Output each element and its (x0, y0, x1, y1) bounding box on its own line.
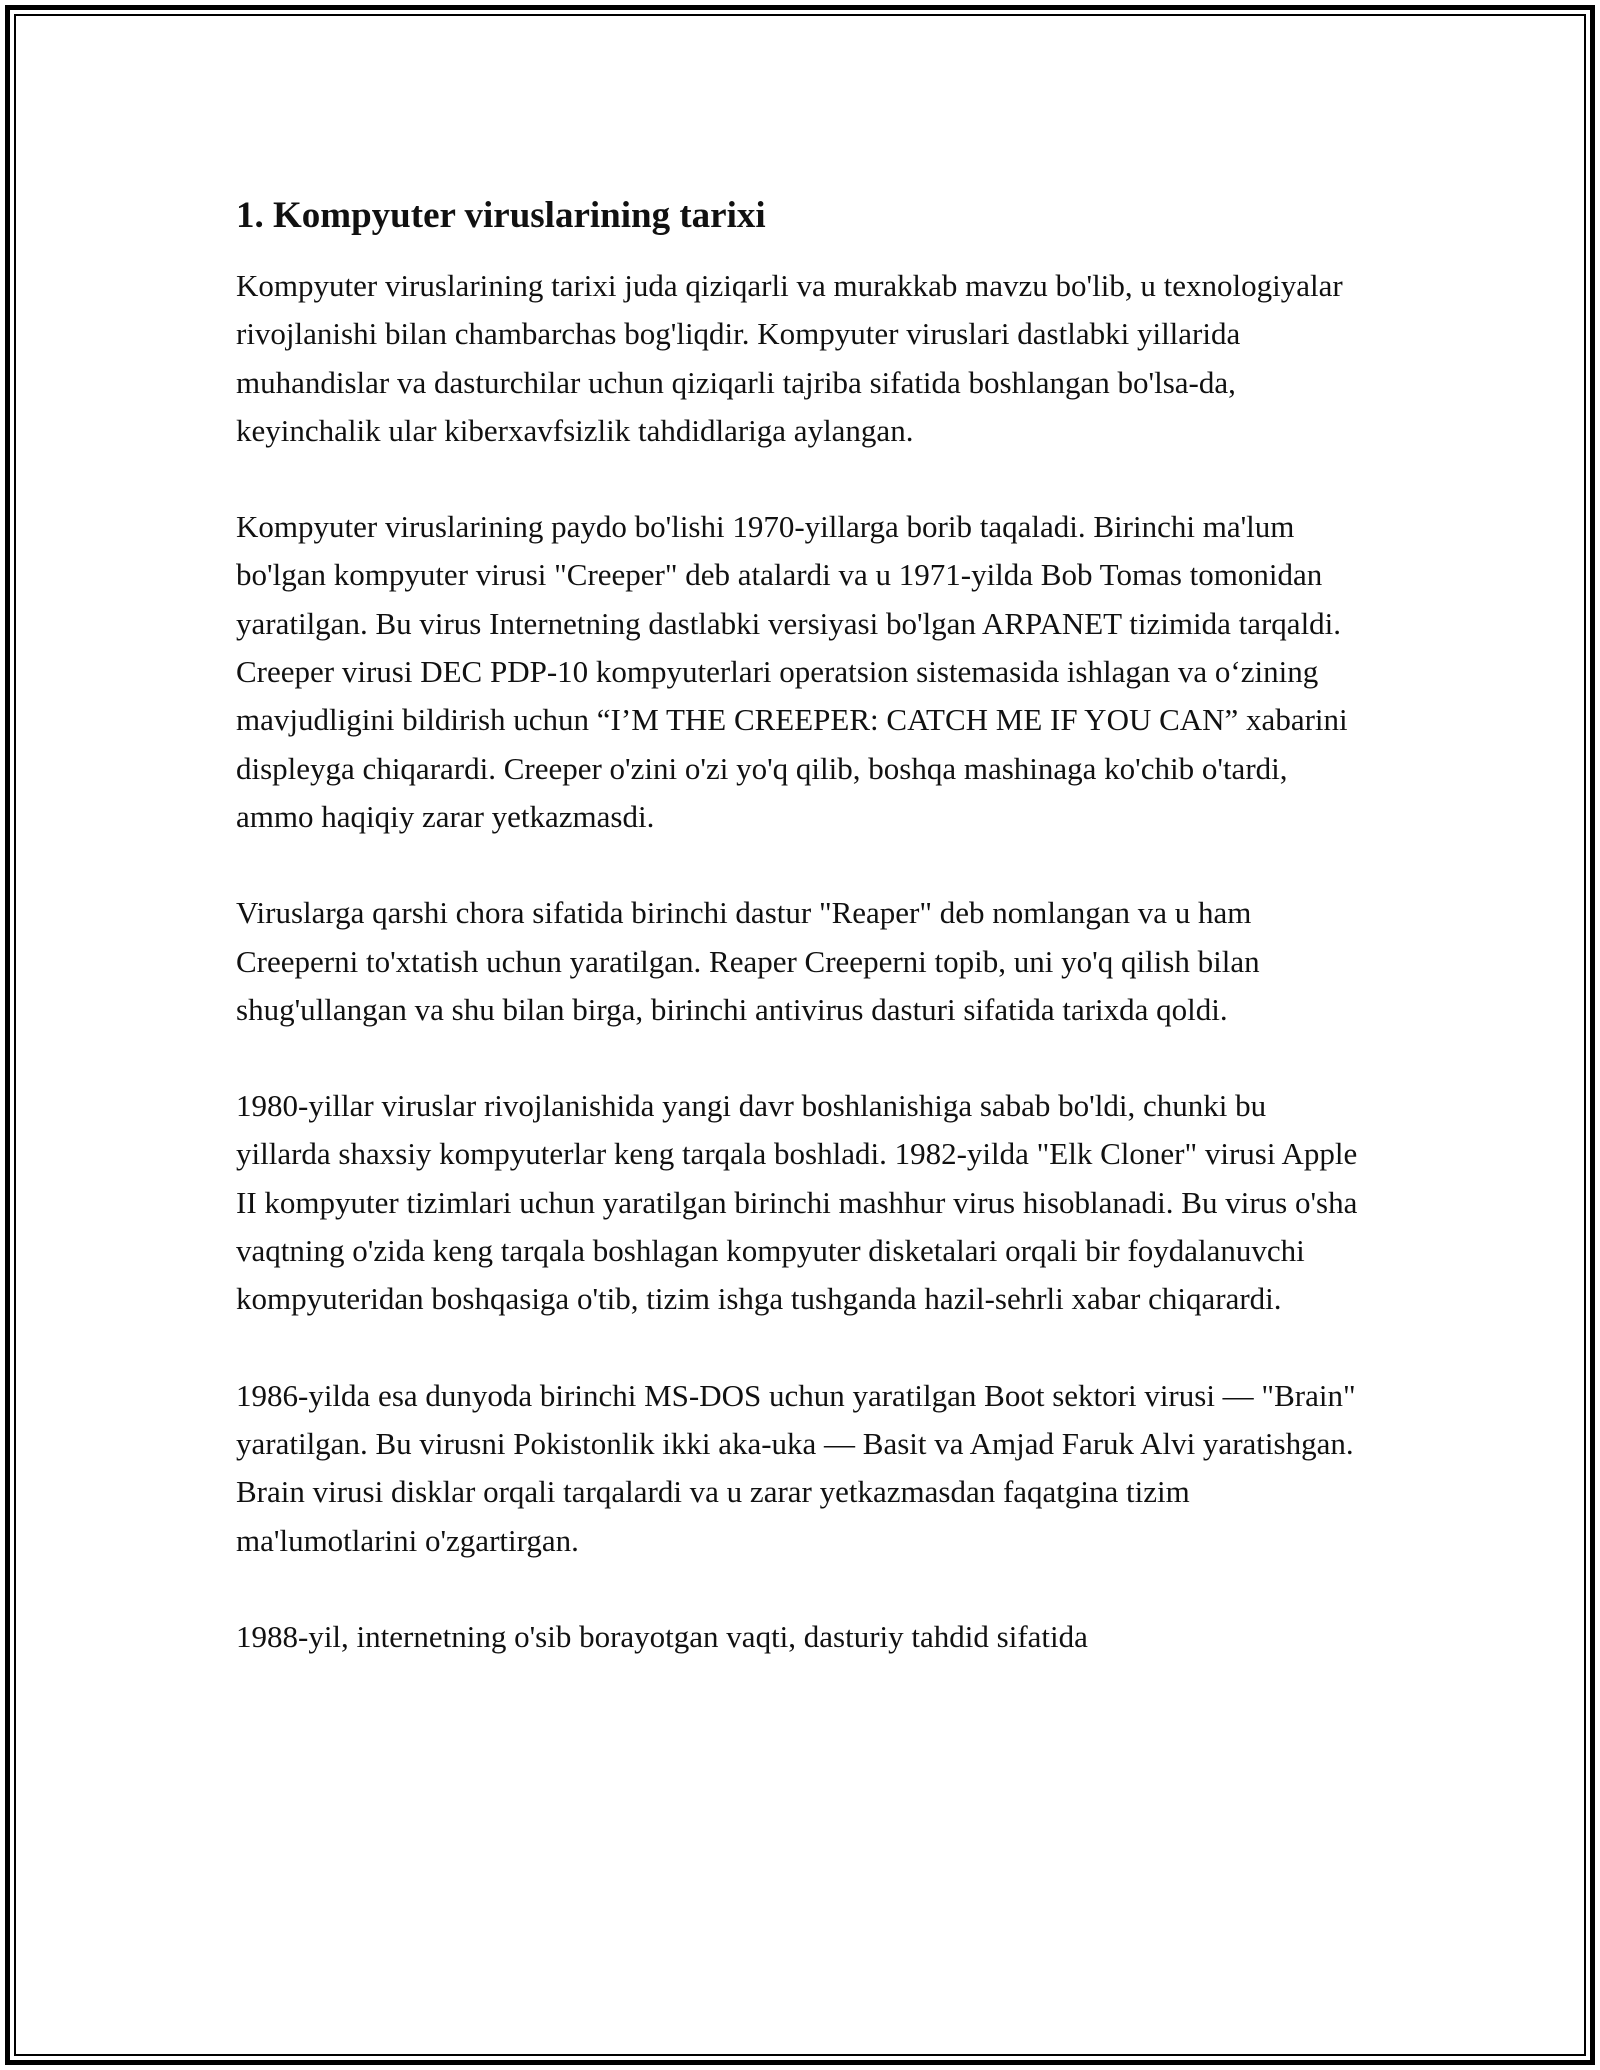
paragraph-intro: Kompyuter viruslarining tarixi juda qiziqarli va murakkab mavzu bo'lib, u texnologiyalar rivojlanishi bilan chambarchas bog'liqdir. Kompyuter viruslari dastlabki yillarida muhandislar va dasturchilar uchun qiziqarli tajriba sifatida boshlangan bo'lsa-da, keyinchalik ular kiberxavfsizlik tahdidlariga aylangan. (236, 268, 1343, 448)
paragraph-elk-cloner: 1980-yillar viruslar rivojlanishida yangi davr boshlanishiga sabab bo'ldi, chunki bu yillarda shaxsiy kompyuterlar keng tarqala boshladi. 1982-yilda "Elk Cloner" virusi Apple II kompyuter tizimlari uchun yaratilgan birinchi mashhur virus hisoblanadi. Bu virus o'sha vaqtning o'zida keng tarqala boshlagan kompyuter disketalari orqali bir foydalanuvchi kompyuteridan boshqasiga o'tib, tizim ishga tushganda hazil-sehrli xabar chiqarardi. (236, 1088, 1358, 1317)
paragraph-1988: 1988-yil, internetning o'sib borayotgan vaqti, dasturiy tahdid sifatida (236, 1618, 1088, 1654)
section-heading: 1. Kompyuter viruslarining tarixi (236, 195, 766, 236)
paragraph-creeper: Kompyuter viruslarining paydo bo'lishi 1970-yillarga borib taqaladi. Birinchi ma'lum bo'lgan kompyuter virusi "Creeper" deb atalardi va u 1971-yilda Bob Tomas tomonidan yaratilgan. Bu virus Internetning dastlabki versiyasi bo'lgan ARPANET tizimida tarqaldi. Creeper virusi DEC PDP-10 kompyuterlari operatsion sistemasida ishlagan va o‘zining mavjudligini bildirish uchun “I’M THE CREEPER: CATCH ME IF YOU CAN” xabarini displeyga chiqarardi. Creeper o'zini o'zi yo'q qilib, boshqa mashinaga ko'chib o'tardi, ammo haqiqiy zarar yetkazmasdi. (236, 509, 1348, 834)
paragraph-reaper: Viruslarga qarshi chora sifatida birinchi dastur "Reaper" deb nomlangan va u ham Creeperni to'xtatish uchun yaratilgan. Reaper Creeperni topib, uni yo'q qilish bilan shug'ullangan va shu bilan birga, birinchi antivirus dasturi sifatida tarixda qoldi. (236, 895, 1260, 1027)
document-body (236, 188, 1366, 1709)
paragraph-brain: 1986-yilda esa dunyoda birinchi MS-DOS uchun yaratilgan Boot sektori virusi — "Brain" yaratilgan. Bu virusni Pokistonlik ikki aka-uka — Basit va Amjad Faruk Alvi yaratishgan. Brain virusi disklar orqali tarqalardi va u zarar yetkazmasdan faqatgina tizim ma'lumotlarini o'zgartirgan. (236, 1377, 1356, 1558)
